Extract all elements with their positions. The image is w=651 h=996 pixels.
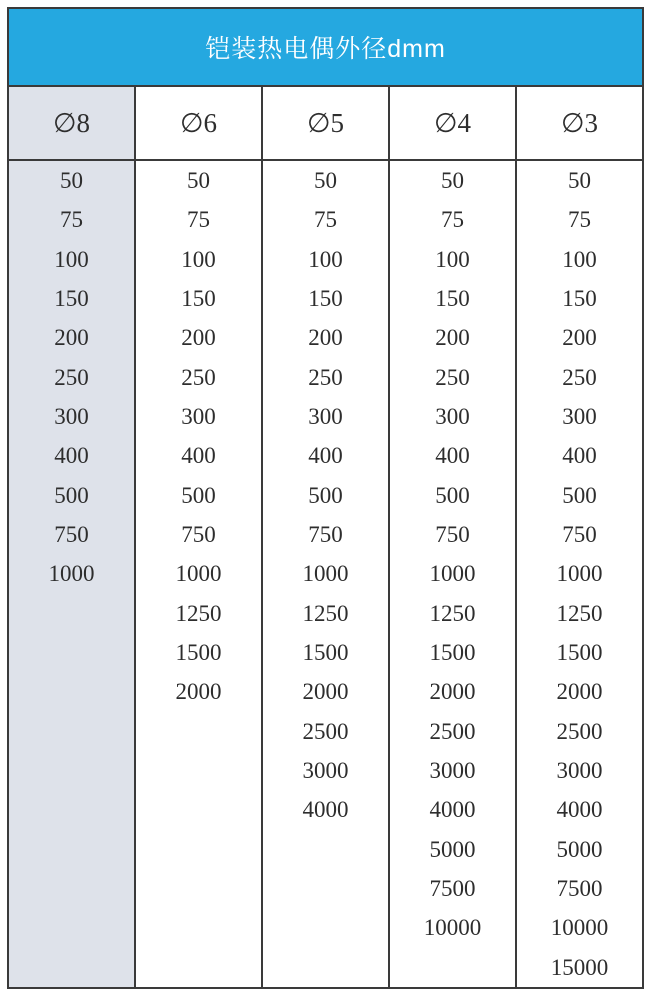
column-header: ∅8 bbox=[9, 87, 134, 161]
length-cell: 150 bbox=[54, 286, 89, 312]
length-cell: 400 bbox=[308, 443, 343, 469]
column-diameter-6 bbox=[136, 87, 263, 987]
length-cell: 75 bbox=[60, 207, 83, 233]
length-cell: 750 bbox=[308, 522, 343, 548]
length-cell: 2500 bbox=[302, 718, 349, 744]
column-diameter-5 bbox=[263, 87, 390, 987]
length-cell: 3000 bbox=[302, 758, 349, 784]
length-cell: 400 bbox=[562, 443, 597, 469]
length-cell: 100 bbox=[562, 246, 597, 272]
column-header: ∅4 bbox=[390, 87, 515, 161]
length-cell: 4000 bbox=[429, 797, 476, 823]
column-diameter-4 bbox=[390, 87, 517, 987]
table-columns bbox=[9, 87, 642, 987]
length-cell: 300 bbox=[181, 404, 216, 430]
length-cell: 750 bbox=[181, 522, 216, 548]
length-cell: 100 bbox=[308, 246, 343, 272]
length-cell: 1250 bbox=[302, 600, 349, 626]
length-cell: 100 bbox=[435, 246, 470, 272]
thermocouple-diameter-table bbox=[7, 7, 644, 989]
length-cell: 750 bbox=[435, 522, 470, 548]
length-cell: 150 bbox=[435, 286, 470, 312]
length-cell: 200 bbox=[435, 325, 470, 351]
length-cell: 1000 bbox=[175, 561, 222, 587]
length-cell: 250 bbox=[308, 364, 343, 390]
length-cell: 2000 bbox=[175, 679, 222, 705]
column-values bbox=[517, 161, 642, 987]
length-cell: 100 bbox=[54, 246, 89, 272]
column-values bbox=[390, 161, 515, 987]
column-diameter-3 bbox=[517, 87, 642, 987]
column-diameter-8 bbox=[9, 87, 136, 987]
column-values bbox=[9, 161, 134, 987]
length-cell: 50 bbox=[187, 168, 210, 194]
length-cell: 3000 bbox=[429, 758, 476, 784]
length-cell: 750 bbox=[562, 522, 597, 548]
length-cell: 250 bbox=[435, 364, 470, 390]
length-cell: 50 bbox=[60, 168, 83, 194]
length-cell: 5000 bbox=[556, 836, 603, 862]
column-header: ∅6 bbox=[136, 87, 261, 161]
length-cell: 300 bbox=[435, 404, 470, 430]
length-cell: 500 bbox=[308, 482, 343, 508]
length-cell: 200 bbox=[308, 325, 343, 351]
length-cell: 10000 bbox=[423, 915, 482, 941]
length-cell: 50 bbox=[314, 168, 337, 194]
length-cell: 1500 bbox=[429, 640, 476, 666]
length-cell: 50 bbox=[441, 168, 464, 194]
length-cell: 150 bbox=[308, 286, 343, 312]
length-cell: 150 bbox=[562, 286, 597, 312]
length-cell: 400 bbox=[181, 443, 216, 469]
length-cell: 7500 bbox=[556, 876, 603, 902]
length-cell: 50 bbox=[568, 168, 591, 194]
table-title: 铠装热电偶外径dmm bbox=[9, 9, 642, 87]
length-cell: 200 bbox=[181, 325, 216, 351]
length-cell: 1000 bbox=[556, 561, 603, 587]
column-values bbox=[263, 161, 388, 987]
length-cell: 300 bbox=[308, 404, 343, 430]
length-cell: 250 bbox=[562, 364, 597, 390]
length-cell: 75 bbox=[314, 207, 337, 233]
length-cell: 2000 bbox=[429, 679, 476, 705]
length-cell: 300 bbox=[54, 404, 89, 430]
length-cell: 200 bbox=[562, 325, 597, 351]
length-cell: 1250 bbox=[556, 600, 603, 626]
length-cell: 1500 bbox=[302, 640, 349, 666]
length-cell: 2000 bbox=[302, 679, 349, 705]
length-cell: 750 bbox=[54, 522, 89, 548]
length-cell: 15000 bbox=[550, 954, 609, 980]
length-cell: 1250 bbox=[429, 600, 476, 626]
length-cell: 7500 bbox=[429, 876, 476, 902]
length-cell: 2500 bbox=[429, 718, 476, 744]
length-cell: 75 bbox=[568, 207, 591, 233]
length-cell: 4000 bbox=[556, 797, 603, 823]
length-cell: 1500 bbox=[556, 640, 603, 666]
length-cell: 75 bbox=[187, 207, 210, 233]
length-cell: 1000 bbox=[429, 561, 476, 587]
length-cell: 500 bbox=[54, 482, 89, 508]
column-header: ∅5 bbox=[263, 87, 388, 161]
length-cell: 150 bbox=[181, 286, 216, 312]
length-cell: 100 bbox=[181, 246, 216, 272]
length-cell: 75 bbox=[441, 207, 464, 233]
length-cell: 1250 bbox=[175, 600, 222, 626]
length-cell: 1500 bbox=[175, 640, 222, 666]
length-cell: 4000 bbox=[302, 797, 349, 823]
length-cell: 300 bbox=[562, 404, 597, 430]
length-cell: 500 bbox=[435, 482, 470, 508]
length-cell: 400 bbox=[54, 443, 89, 469]
length-cell: 10000 bbox=[550, 915, 609, 941]
length-cell: 250 bbox=[181, 364, 216, 390]
length-cell: 400 bbox=[435, 443, 470, 469]
length-cell: 1000 bbox=[302, 561, 349, 587]
length-cell: 250 bbox=[54, 364, 89, 390]
length-cell: 500 bbox=[562, 482, 597, 508]
length-cell: 1000 bbox=[48, 561, 95, 587]
length-cell: 500 bbox=[181, 482, 216, 508]
length-cell: 3000 bbox=[556, 758, 603, 784]
length-cell: 2000 bbox=[556, 679, 603, 705]
length-cell: 2500 bbox=[556, 718, 603, 744]
column-header: ∅3 bbox=[517, 87, 642, 161]
length-cell: 5000 bbox=[429, 836, 476, 862]
column-values bbox=[136, 161, 261, 987]
length-cell: 200 bbox=[54, 325, 89, 351]
